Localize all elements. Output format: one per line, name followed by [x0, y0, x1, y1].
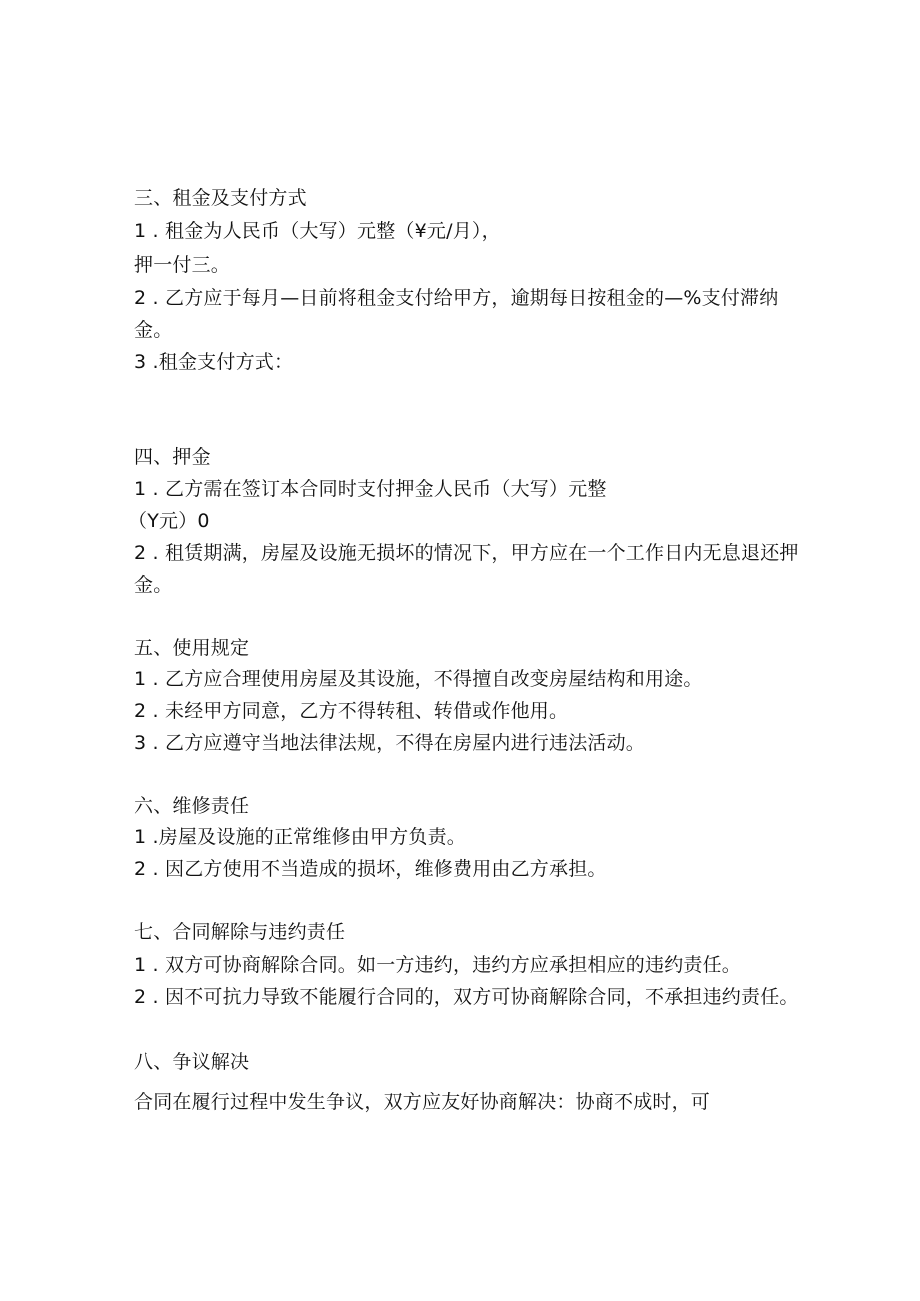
paragraph-line: 金。: [134, 319, 173, 341]
paragraph-line: 1 . 乙方应合理使用房屋及其设施，不得擅自改变房屋结构和用途。: [134, 668, 703, 690]
paragraph-line: 3 . 乙方应遵守当地法律法规，不得在房屋内进行违法活动。: [134, 732, 646, 754]
paragraph-line: 2 . 因不可抗力导致不能履行合同的，双方可协商解除合同，不承担违约责任。: [134, 986, 799, 1008]
section-heading-rent: 三、租金及支付方式: [134, 187, 307, 209]
paragraph-line: 1 . 租金为人民币（大写）元整（¥元/月），: [134, 220, 501, 242]
paragraph-line: 金。: [134, 574, 173, 596]
section-heading-repair: 六、维修责任: [134, 795, 250, 817]
paragraph-line: 1 .房屋及设施的正常维修由甲方负责。: [134, 826, 466, 848]
paragraph-line: 押一付三。: [134, 254, 231, 276]
paragraph-line: 1 . 乙方需在签订本合同时支付押金人民币（大写）元整: [134, 478, 607, 500]
section-heading-deposit: 四、押金: [134, 446, 211, 468]
section-heading-termination: 七、合同解除与违约责任: [134, 921, 346, 943]
paragraph-line: 2 . 租赁期满，房屋及设施无损坏的情况下，甲方应在一个工作日内无息退还押: [134, 542, 799, 564]
paragraph-line: （Y元）0: [128, 510, 210, 532]
section-heading-dispute: 八、争议解决: [134, 1051, 250, 1073]
paragraph-line: 2 . 乙方应于每月—日前将租金支付给甲方，逾期每日按租金的—%支付滞纳: [134, 287, 779, 309]
paragraph-line: 2 . 因乙方使用不当造成的损坏，维修费用由乙方承担。: [134, 858, 607, 880]
paragraph-line: 合同在履行过程中发生争议，双方应友好协商解决：协商不成时，可: [134, 1091, 711, 1113]
section-heading-usage: 五、使用规定: [134, 637, 250, 659]
paragraph-line: 3 .租金支付方式：: [134, 351, 294, 373]
paragraph-line: 1 . 双方可协商解除合同。如一方违约，违约方应承担相应的违约责任。: [134, 954, 742, 976]
paragraph-line: 2 . 未经甲方同意，乙方不得转租、转借或作他用。: [134, 700, 569, 722]
